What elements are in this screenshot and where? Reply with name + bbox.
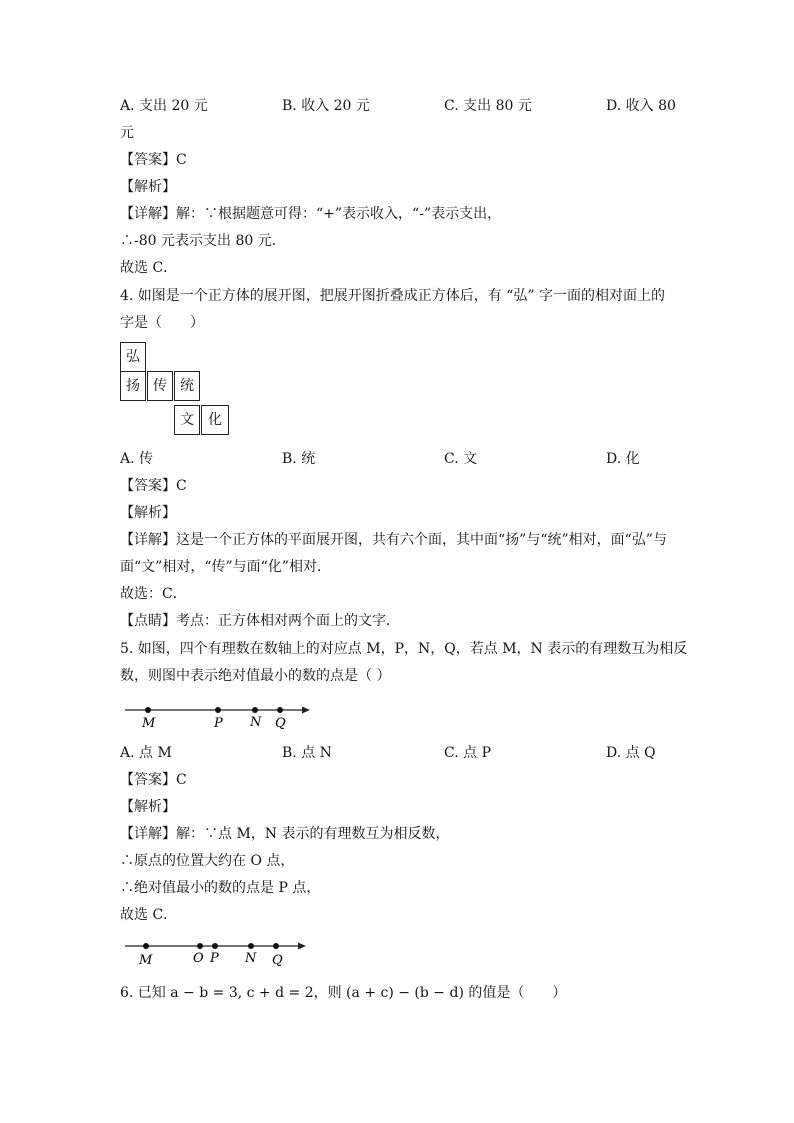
point-n-2 [248, 943, 254, 949]
q3-option-a: A. 支出 20 元 [120, 98, 208, 114]
q4-analysis-heading: 【解析】 [120, 505, 176, 521]
q3-option-b: B. 收入 20 元 [282, 98, 370, 114]
q5-answer: 【答案】C [120, 772, 187, 788]
point-p-2 [212, 943, 218, 949]
net-cell-hua: 化 [201, 405, 229, 435]
q3-detail-line2: ∴-80 元表示支出 80 元． [120, 233, 286, 249]
q3-analysis-heading: 【解析】 [120, 179, 176, 195]
q4-option-a: A. 传 [120, 451, 154, 467]
axis-arrow [302, 707, 310, 714]
net-cell-chuan: 传 [147, 371, 173, 401]
q4-answer: 【答案】C [120, 478, 187, 494]
number-line-1 [120, 698, 320, 734]
point-o-2 [197, 943, 203, 949]
net-cell-wen: 文 [174, 405, 200, 435]
net-cell-tong: 统 [174, 371, 200, 401]
point-m [145, 707, 151, 713]
q4-option-c: C. 文 [444, 451, 478, 467]
number-line-2 [120, 934, 320, 970]
label-m-2: M [139, 953, 153, 968]
q4-note: 【点睛】考点：正方体相对两个面上的文字． [120, 613, 400, 629]
label-q: Q [275, 716, 286, 731]
q4-conclusion: 故选：C． [120, 586, 187, 602]
q4-option-b: B. 统 [282, 451, 316, 467]
label-p-2: P [210, 951, 219, 966]
q5-option-d: D. 点 Q [606, 745, 656, 761]
q5-stem-line1: 5. 如图，四个有理数在数轴上的对应点 M，P，N，Q，若点 M，N 表示的有理数互为相反 [120, 641, 688, 657]
point-q-2 [273, 943, 279, 949]
net-cell-yang: 扬 [120, 371, 146, 401]
q5-conclusion: 故选 C． [120, 907, 178, 923]
q5-detail-line1: 【详解】解：∵点 M，N 表示的有理数互为相反数， [120, 826, 450, 842]
q4-option-d: D. 化 [606, 451, 640, 467]
q3-answer: 【答案】C [120, 152, 187, 168]
q5-stem-line2: 数，则图中表示绝对值最小的数的点是（ ） [120, 668, 391, 684]
net-cell-hong: 弘 [120, 342, 146, 372]
q4-stem-line2: 字是（ ） [120, 315, 204, 331]
label-p: P [214, 716, 223, 731]
point-m-2 [143, 943, 149, 949]
label-o-2: O [193, 951, 204, 966]
q5-detail-line2: ∴原点的位置大约在 O 点， [120, 853, 295, 869]
q4-detail-line1: 【详解】这是一个正方体的平面展开图，共有六个面，其中面“扬”与“统”相对，面“弘”与 [120, 532, 667, 548]
q3-conclusion: 故选 C． [120, 260, 178, 276]
label-n: N [250, 715, 262, 730]
q3-option-c: C. 支出 80 元 [444, 98, 532, 114]
q4-stem-line1: 4. 如图是一个正方体的展开图，把展开图折叠成正方体后，有 “弘” 字一面的相对面上的 [120, 288, 666, 304]
label-m: M [142, 716, 156, 731]
point-q [277, 707, 283, 713]
q5-analysis-heading: 【解析】 [120, 799, 176, 815]
q6-stem: 6. 已知 a − b = 3, c + d = 2，则 (a + c) − (b − d) 的值是（ ） [120, 985, 567, 1001]
q3-detail: 【详解】解：∵根据题意可得：“+”表示收入，“-”表示支出， [120, 206, 502, 222]
label-n-2: N [245, 951, 257, 966]
q5-option-b: B. 点 N [282, 745, 332, 761]
q3-option-d: D. 收入 80 [606, 98, 676, 114]
label-q-2: Q [272, 953, 283, 968]
point-n [252, 707, 258, 713]
q5-option-a: A. 点 M [120, 745, 172, 761]
point-p [215, 707, 221, 713]
q5-option-c: C. 点 P [444, 745, 491, 761]
q5-detail-line3: ∴绝对值最小的数的点是 P 点， [120, 880, 321, 896]
q3-option-wrap: 元 [120, 125, 134, 141]
q4-detail-line2: 面“文”相对，“传”与面“化”相对． [120, 559, 331, 575]
axis-arrow-2 [298, 943, 306, 950]
